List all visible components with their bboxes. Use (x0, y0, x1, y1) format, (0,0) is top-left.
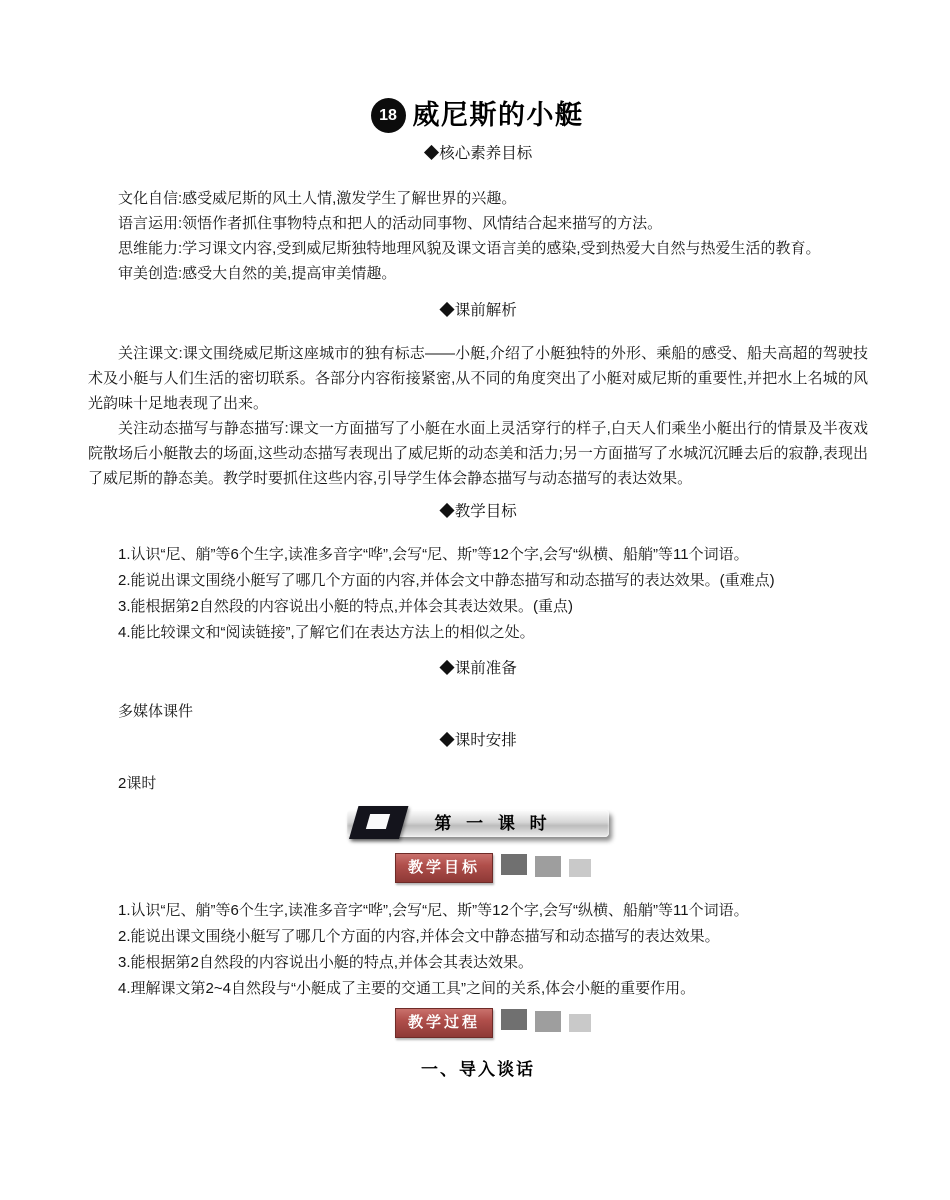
first-period-goals-list (88, 898, 868, 1002)
first-period-goal-item: 3.能根据第2自然段的内容说出小艇的特点,并体会其表达效果。 (118, 954, 534, 971)
heading-core-literacy: ◆核心素养目标 (423, 145, 533, 162)
heading-teaching-goals: ◆教学目标 (439, 503, 517, 520)
banner-square-dark (501, 1009, 527, 1030)
first-period-goal-item: 2.能说出课文围绕小艇写了哪几个方面的内容,并体会文中静态描写和动态描写的表达效果。 (118, 928, 720, 945)
teaching-goal-item: 2.能说出课文围绕小艇写了哪几个方面的内容,并体会文中静态描写和动态描写的表达效果。(重难点) (118, 572, 775, 589)
core-literacy-item: 思维能力:学习课文内容,受到威尼斯独特地理风貌及课文语言美的感染,受到热爱大自然与热爱生活的教育。 (118, 240, 821, 257)
banner-square-dark (501, 854, 527, 875)
banner-square-light (569, 859, 591, 877)
lesson-number-badge: 18 (373, 100, 404, 131)
analysis-paragraph: 关注动态描写与静态描写:课文一方面描写了小艇在水面上灵活穿行的样子,白天人们乘坐小艇出行的情景及半夜戏院散场后小艇散去的场面,这些动态描写表现出了威尼斯的动态美和活力;另一方面描写了水城沉沉睡去后的寂静,表现出了威尼斯的静态美。教学时要抓住这些内容,引导学生体会静态描写与动态描写的表达效果。 (88, 420, 868, 487)
teaching-goals-list (88, 542, 868, 646)
first-period-banner-label: 第 一 课 时 (434, 814, 552, 833)
banner-ribbon-icon (349, 806, 408, 839)
banner-ribbon-inner-icon (366, 814, 390, 829)
heading-pre-class-analysis: ◆课前解析 (439, 302, 517, 319)
intro-section-heading: 一、导入谈话 (421, 1060, 535, 1079)
schedule-content: 2课时 (118, 775, 157, 792)
heading-schedule: ◆课时安排 (439, 732, 517, 749)
teaching-goal-item: 3.能根据第2自然段的内容说出小艇的特点,并体会其表达效果。(重点) (118, 598, 574, 615)
banner-square-medium (535, 1011, 561, 1032)
first-period-banner (347, 810, 609, 837)
teaching-process-banner: 教学过程 (395, 1008, 493, 1038)
teaching-goal-item: 1.认识“尼、艄”等6个生字,读准多音字“哗”,会写“尼、斯”等12个字,会写“纵横、船艄”等11个词语。 (118, 546, 749, 563)
core-literacy-list (88, 186, 868, 286)
teaching-goal-item: 4.能比较课文和“阅读链接”,了解它们在表达方法上的相似之处。 (118, 624, 535, 641)
lesson-title-row (88, 100, 868, 131)
page-title: 威尼斯的小艇 (412, 100, 584, 130)
first-period-goal-item: 4.理解课文第2~4自然段与“小艇成了主要的交通工具”之间的关系,体会小艇的重要作用。 (118, 980, 696, 997)
first-period-goal-item: 1.认识“尼、艄”等6个生字,读准多音字“哗”,会写“尼、斯”等12个字,会写“纵横、船艄”等11个词语。 (118, 902, 749, 919)
core-literacy-item: 语言运用:领悟作者抓住事物特点和把人的活动同事物、风情结合起来描写的方法。 (118, 215, 663, 232)
analysis-paragraph: 关注课文:课文围绕威尼斯这座城市的独有标志——小艇,介绍了小艇独特的外形、乘船的感受、船夫高超的驾驶技术及小艇与人们生活的密切联系。各部分内容衔接紧密,从不同的角度突出了小艇对威尼斯的重要性,并把水上名城的风光韵味十足地表现了出来。 (88, 345, 868, 412)
core-literacy-item: 审美创造:感受大自然的美,提高审美情趣。 (118, 265, 397, 282)
pre-class-analysis-block (88, 341, 868, 491)
teaching-goals-banner: 教学目标 (395, 853, 493, 883)
banner-square-light (569, 1014, 591, 1032)
heading-preparation: ◆课前准备 (439, 660, 517, 677)
banner-square-medium (535, 856, 561, 877)
preparation-content: 多媒体课件 (118, 703, 194, 720)
teaching-goals-banner-row (395, 853, 868, 880)
teaching-process-banner-row (395, 1008, 868, 1035)
core-literacy-item: 文化自信:感受威尼斯的风土人情,激发学生了解世界的兴趣。 (118, 190, 517, 207)
